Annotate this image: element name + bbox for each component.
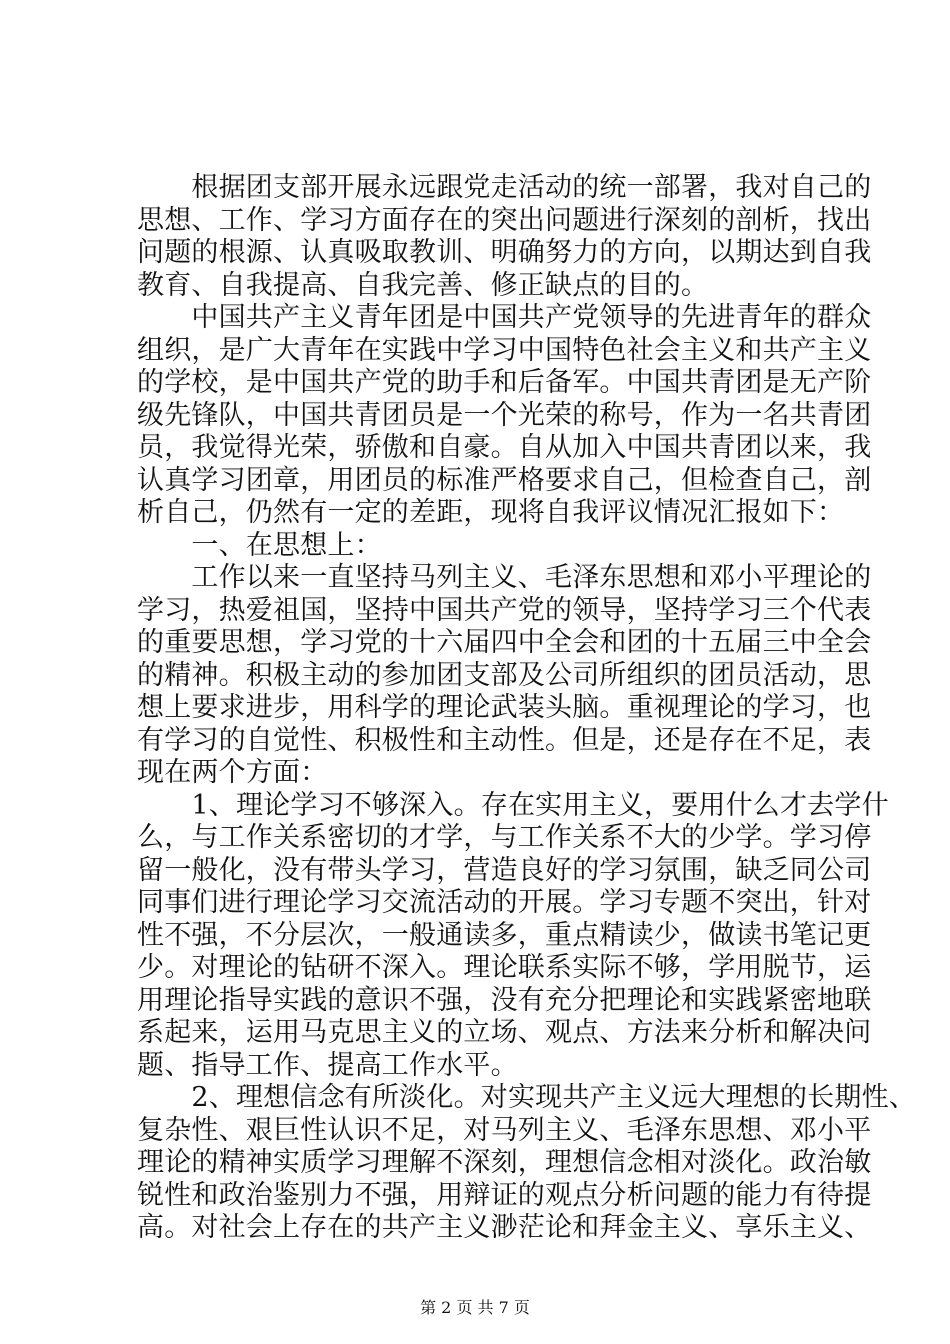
text-line: 么，与工作关系密切的才学，与工作关系不大的少学。学习停: [137, 822, 872, 853]
text-line: 锐性和政治鉴别力不强，用辩证的观点分析问题的能力有待提: [137, 1179, 872, 1211]
text-line: 有学习的自觉性、积极性和主动性。但是，还是存在不足，表: [137, 724, 872, 756]
text-line: 的学校，是中国共产党的助手和后备军。中国共青团是无产阶: [137, 367, 872, 398]
text-line: 复杂性、艰巨性认识不足，对马列主义、毛泽东思想、邓小平: [137, 1114, 872, 1146]
text-line: 员，我觉得光荣，骄傲和自豪。自从加入中国共青团以来，我: [137, 432, 872, 463]
text-line: 学习，热爱祖国，坚持中国共产党的领导，坚持学习三个代表: [137, 594, 872, 626]
text-line: 工作以来一直坚持马列主义、毛泽东思想和邓小平理论的: [137, 562, 872, 593]
text-line: 2、理想信念有所淡化。对实现共产主义远大理想的长期性、: [137, 1082, 916, 1113]
text-line: 题、指导工作、提高工作水平。: [137, 1049, 518, 1081]
text-line: 少。对理论的钻研不深入。理论联系实际不够，学用脱节，运: [137, 952, 872, 983]
text-line: 思想、工作、学习方面存在的突出问题进行深刻的剖析，找出: [137, 204, 872, 236]
text-line: 高。对社会上存在的共产主义渺茫论和拜金主义、享乐主义、: [137, 1212, 872, 1243]
text-line: 性不强，不分层次，一般通读多，重点精读少，做读书笔记更: [137, 919, 872, 951]
text-line: 同事们进行理论学习交流活动的开展。学习专题不突出，针对: [137, 887, 872, 918]
text-line: 现在两个方面：: [137, 757, 328, 788]
text-line: 析自己，仍然有一定的差距，现将自我评议情况汇报如下：: [137, 497, 845, 528]
text-line: 用理论指导实践的意识不强，没有充分把理论和实践紧密地联: [137, 984, 872, 1016]
text-line: 级先锋队，中国共青团员是一个光荣的称号，作为一名共青团: [137, 399, 872, 431]
text-line: 认真学习团章，用团员的标准严格要求自己，但检查自己，剖: [137, 464, 872, 496]
text-line: 想上要求进步，用科学的理论武装头脑。重视理论的学习，也: [137, 692, 872, 723]
text-line: 根据团支部开展永远跟党走活动的统一部署，我对自己的: [137, 172, 872, 203]
text-line: 留一般化，没有带头学习，营造良好的学习氛围，缺乏同公司: [137, 854, 872, 886]
text-line: 组织，是广大青年在实践中学习中国特色社会主义和共产主义: [137, 334, 872, 366]
text-line: 的精神。积极主动的参加团支部及公司所组织的团员活动，思: [137, 659, 872, 691]
text-line: 的重要思想，学习党的十六届四中全会和团的十五届三中全会: [137, 627, 872, 658]
text-line: 一、在思想上：: [137, 529, 382, 561]
body-text: [137, 172, 916, 1245]
page-footer: 第 2 页 共 7 页: [420, 1298, 530, 1317]
text-line: 问题的根源、认真吸取教训、明确努力的方向，以期达到自我: [137, 237, 872, 268]
text-line: 中国共产主义青年团是中国共产党领导的先进青年的群众: [137, 302, 872, 333]
text-line: 1、理论学习不够深入。存在实用主义，要用什么才去学什: [137, 789, 889, 821]
text-line: 系起来，运用马克思主义的立场、观点、方法来分析和解决问: [137, 1017, 872, 1048]
text-line: 理论的精神实质学习理解不深刻，理想信念相对淡化。政治敏: [137, 1147, 872, 1178]
text-line: 教育、自我提高、自我完善、修正缺点的目的。: [137, 269, 709, 301]
